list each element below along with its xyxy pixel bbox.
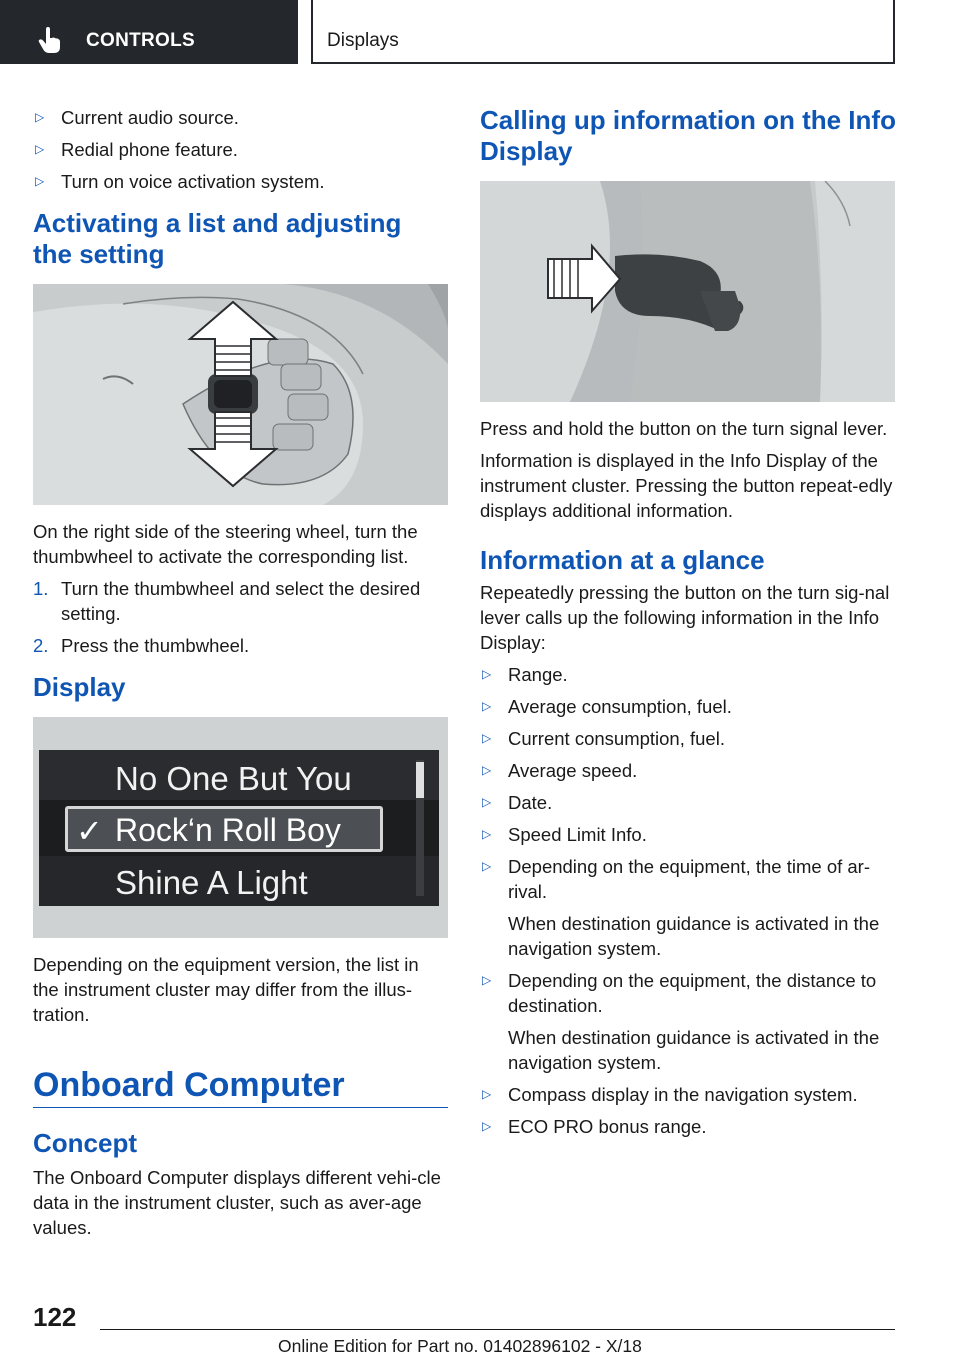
display-list-item: No One But You [115,760,352,797]
step-item: 2. Press the thumbwheel. [33,635,250,656]
list-item: ▷ ECO PRO bonus range. [482,1116,707,1137]
list-item: ▷ Range. [482,664,568,685]
display-selected-row: ✓ Rock‘n Roll Boy [65,806,383,852]
concept-paragraph: The Onboard Computer displays different vehi-cle data in the instrument cluster, such as aver-age values. [33,1167,441,1238]
list-item: ▷ Compass display in the navigation system. [482,1084,858,1105]
triangle-bullet-icon: ▷ [482,827,492,841]
turn-signal-image [480,181,895,402]
triangle-bullet-icon: ▷ [482,859,492,873]
display-paragraph: Depending on the equipment version, the list in the instrument cluster may differ from the illus-tration. [33,954,419,1025]
heading-activating-list: Activating a list and adjusting the setting [33,208,402,269]
list-item: ▷ Date. [482,792,553,813]
list-item: ▷ Average speed. [482,760,638,781]
info-paragraph: Information is displayed in the Info Display of the instrument cluster. Pressing the button repeat-edly displays additional information. [480,450,893,521]
section-label: CONTROLS [86,30,196,51]
list-item: ▷ Speed Limit Info. [482,824,647,845]
steering-paragraph: On the right side of the steering wheel, turn the thumbwheel to activate the corresponding list. [33,521,418,567]
heading-info-glance: Information at a glance [480,545,765,575]
list-item: ▷ Average consumption, fuel. [482,696,732,717]
list-item: ▷ Depending on the equipment, the distance to destination. When destination guidance is activated in the navigation system. [482,970,880,1073]
heading-onboard-computer: Onboard Computer [33,1066,345,1104]
steering-wheel-image [33,284,448,505]
list-item: ▷ Depending on the equipment, the time of ar-rival. When destination guidance is activated in the navigation system. [482,856,880,959]
left-column [33,105,448,1247]
list-item: ▷ Current consumption, fuel. [482,728,725,749]
list-item: ▷ Turn on voice activation system. [35,171,325,192]
cluster-screen [39,750,439,906]
glance-paragraph: Repeatedly pressing the button on the turn sig-nal lever calls up the following information in the Info Display: [480,582,890,653]
triangle-bullet-icon: ▷ [35,142,45,156]
page-title-box [311,0,895,64]
triangle-bullet-icon: ▷ [35,174,45,188]
list-item: ▷ Redial phone feature. [35,139,238,160]
page-number: 122 [33,1302,77,1332]
turn-signal-illustration [480,181,895,402]
press-paragraph: Press and hold the button on the turn signal lever. [480,418,888,439]
list-item: ▷ Current audio source. [35,107,239,128]
display-list-image [33,717,448,938]
section-tab [0,0,298,64]
triangle-bullet-icon: ▷ [482,795,492,809]
triangle-bullet-icon: ▷ [482,763,492,777]
footer-rule [100,1329,895,1330]
steering-wheel-illustration [33,284,448,505]
triangle-bullet-icon: ▷ [482,1119,492,1133]
triangle-bullet-icon: ▷ [482,731,492,745]
triangle-bullet-icon: ▷ [482,667,492,681]
hand-pointer-icon [38,27,62,53]
triangle-bullet-icon: ▷ [482,973,492,987]
display-list-item: Shine A Light [115,864,308,901]
heading-concept: Concept [33,1128,137,1158]
scrollbar-thumb [416,762,424,798]
heading-calling-info: Calling up information on the Info Display [480,105,896,166]
edition-text: Online Edition for Part no. 01402896102 - X/18 [278,1336,642,1356]
checkmark-icon: ✓ [76,813,103,849]
triangle-bullet-icon: ▷ [482,699,492,713]
triangle-bullet-icon: ▷ [482,1087,492,1101]
heading-display: Display [33,672,126,702]
right-column [480,105,896,1146]
page-title: Displays [327,30,399,51]
triangle-bullet-icon: ▷ [35,110,45,124]
heading-rule [33,1107,448,1108]
step-item: 1. Turn the thumbwheel and select the desired setting. [33,578,421,624]
